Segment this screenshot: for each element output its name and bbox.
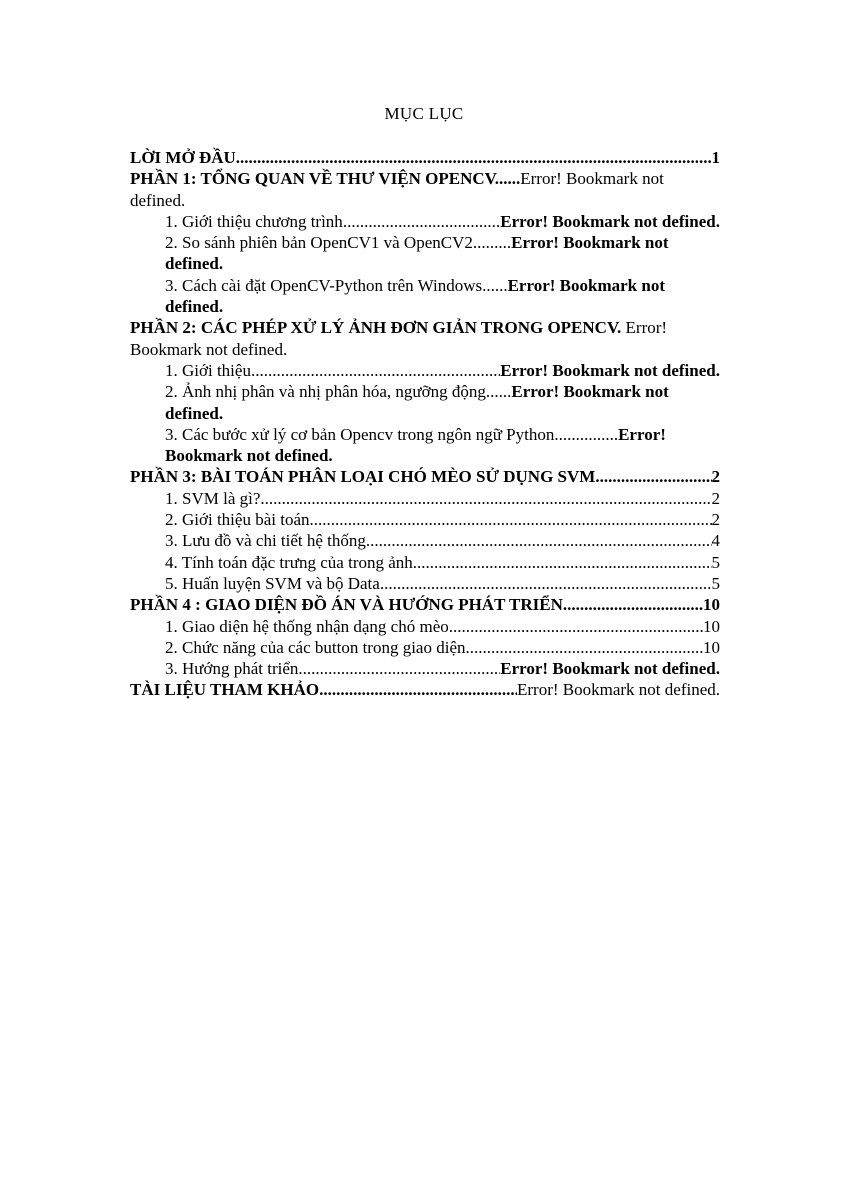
toc-entry-page: 10 xyxy=(703,616,720,636)
toc-leader: ............... xyxy=(554,424,619,444)
toc-entry-title: PHẦN 3: BÀI TOÁN PHÂN LOẠI CHÓ MÈO SỬ DỤNG SVM xyxy=(130,467,596,487)
toc-entry[interactable] xyxy=(130,232,720,275)
toc-entry-error-cont: defined. xyxy=(165,297,224,317)
toc-entry-error-cont: Bookmark not defined. xyxy=(165,446,333,466)
toc-entry-title: 2. Ảnh nhị phân và nhị phân hóa, ngưỡng động xyxy=(165,382,486,402)
toc-entry-error: Error! Bookmark not xyxy=(507,275,665,295)
toc-entry-error: Error! Bookmark not xyxy=(511,382,669,402)
toc-entry[interactable] xyxy=(130,211,720,232)
toc-leader: ...... xyxy=(482,275,508,295)
toc-entry-error-cont: Bookmark not defined. xyxy=(130,339,288,359)
toc-entry[interactable] xyxy=(130,275,720,318)
toc-entry-title: LỜI MỞ ĐẦU xyxy=(130,148,236,167)
toc-entry[interactable] xyxy=(130,573,720,594)
toc-entry-page: 1 xyxy=(711,148,720,167)
toc-leader xyxy=(380,573,712,594)
toc-entry-error-cont: defined. xyxy=(130,190,186,210)
toc-entry-error-cont: defined. xyxy=(165,254,224,274)
toc-entry[interactable] xyxy=(130,509,720,530)
toc-leader xyxy=(466,637,704,658)
toc-entry[interactable] xyxy=(130,488,720,509)
toc-entry[interactable] xyxy=(130,530,720,551)
toc-entry[interactable] xyxy=(130,381,720,424)
toc-entry-error: Error! Bookmark not defined. xyxy=(500,360,720,380)
toc-leader xyxy=(251,360,500,381)
toc-entry-page: 2 xyxy=(711,510,720,530)
toc-entry-title: 3. Cách cài đặt OpenCV-Python trên Windows xyxy=(165,275,483,295)
toc-leader xyxy=(319,679,517,700)
toc-entry-page: 4 xyxy=(711,531,720,551)
toc-entry-page: 5 xyxy=(711,552,720,572)
toc-entry-error: Error! Bookmark not defined. xyxy=(517,680,720,700)
toc-entry-title: 3. Hướng phát triển xyxy=(165,659,299,679)
toc-entry-error: Error! Bookmark not xyxy=(520,169,664,189)
toc-entry-title: 2. So sánh phiên bản OpenCV1 và OpenCV2 xyxy=(165,233,473,253)
table-of-contents xyxy=(130,147,720,701)
toc-entry-title: TÀI LIỆU THAM KHẢO xyxy=(130,680,320,700)
toc-entry-title: 4. Tính toán đặc trưng của trong ảnh xyxy=(165,552,413,572)
toc-entry-page: 2 xyxy=(711,488,720,508)
toc-entry[interactable] xyxy=(130,616,720,637)
toc-entry[interactable] xyxy=(130,552,720,573)
toc-entry[interactable] xyxy=(130,594,720,615)
toc-entry[interactable] xyxy=(130,360,720,381)
toc-entry-title: 1. SVM là gì? xyxy=(165,488,261,508)
toc-entry-title: 3. Các bước xử lý cơ bản Opencv trong ngôn ngữ Python xyxy=(165,424,555,444)
toc-entry[interactable] xyxy=(130,168,720,211)
toc-entry-error-cont: defined. xyxy=(165,403,224,423)
toc-entry-page: 2 xyxy=(711,467,720,487)
toc-entry-page: 5 xyxy=(711,573,720,593)
toc-leader xyxy=(343,211,500,232)
toc-leader: ......... xyxy=(472,233,512,253)
toc-entry[interactable] xyxy=(130,147,720,168)
toc-entry-title: 2. Giới thiệu bài toán xyxy=(165,510,310,530)
toc-entry[interactable] xyxy=(130,466,720,487)
toc-entry-error: Error! Bookmark not defined. xyxy=(500,211,720,231)
toc-entry-title: PHẦN 4 : GIAO DIỆN ĐỒ ÁN VÀ HƯỚNG PHÁT TRIỂN xyxy=(130,595,563,615)
toc-entry[interactable] xyxy=(130,679,720,700)
toc-entry-error: Error! Bookmark not xyxy=(511,233,669,253)
toc-entry-title: PHẦN 2: CÁC PHÉP XỬ LÝ ẢNH ĐƠN GIẢN TRONG OPENCV. xyxy=(130,318,622,338)
toc-entry-title: 2. Chức năng của các button trong giao diện xyxy=(165,637,466,657)
toc-entry[interactable] xyxy=(130,424,720,467)
toc-entry-title: 3. Lưu đồ và chi tiết hệ thống xyxy=(165,531,366,551)
toc-entry[interactable] xyxy=(130,658,720,679)
toc-leader xyxy=(310,509,712,530)
toc-entry-title: 1. Giới thiệu chương trình xyxy=(165,211,343,231)
toc-entry-error: Error! xyxy=(618,424,666,444)
toc-leader xyxy=(595,466,711,487)
toc-leader: ...... xyxy=(494,169,521,189)
toc-leader xyxy=(236,147,712,168)
toc-leader xyxy=(449,616,703,637)
toc-entry[interactable] xyxy=(130,317,720,360)
toc-entry-title: 5. Huấn luyện SVM và bộ Data xyxy=(165,573,380,593)
toc-leader xyxy=(366,530,712,551)
toc-entry-title: 1. Giao diện hệ thống nhận dạng chó mèo xyxy=(165,616,449,636)
toc-entry-page: 10 xyxy=(703,595,720,615)
toc-entry[interactable] xyxy=(130,637,720,658)
toc-entry-error: Error! Bookmark not defined. xyxy=(500,659,720,679)
toc-title: MỤC LỤC xyxy=(384,104,464,123)
toc-leader xyxy=(298,658,500,679)
toc-entry-title: 1. Giới thiệu xyxy=(165,360,251,380)
toc-entry-title: PHẦN 1: TỔNG QUAN VỀ THƯ VIỆN OPENCV xyxy=(130,169,495,189)
toc-entry-page: 10 xyxy=(703,637,720,657)
toc-leader xyxy=(563,594,703,615)
toc-leader xyxy=(260,488,711,509)
toc-leader: ...... xyxy=(485,382,512,402)
toc-entry-error: Error! xyxy=(625,318,668,338)
toc-leader xyxy=(413,552,712,573)
